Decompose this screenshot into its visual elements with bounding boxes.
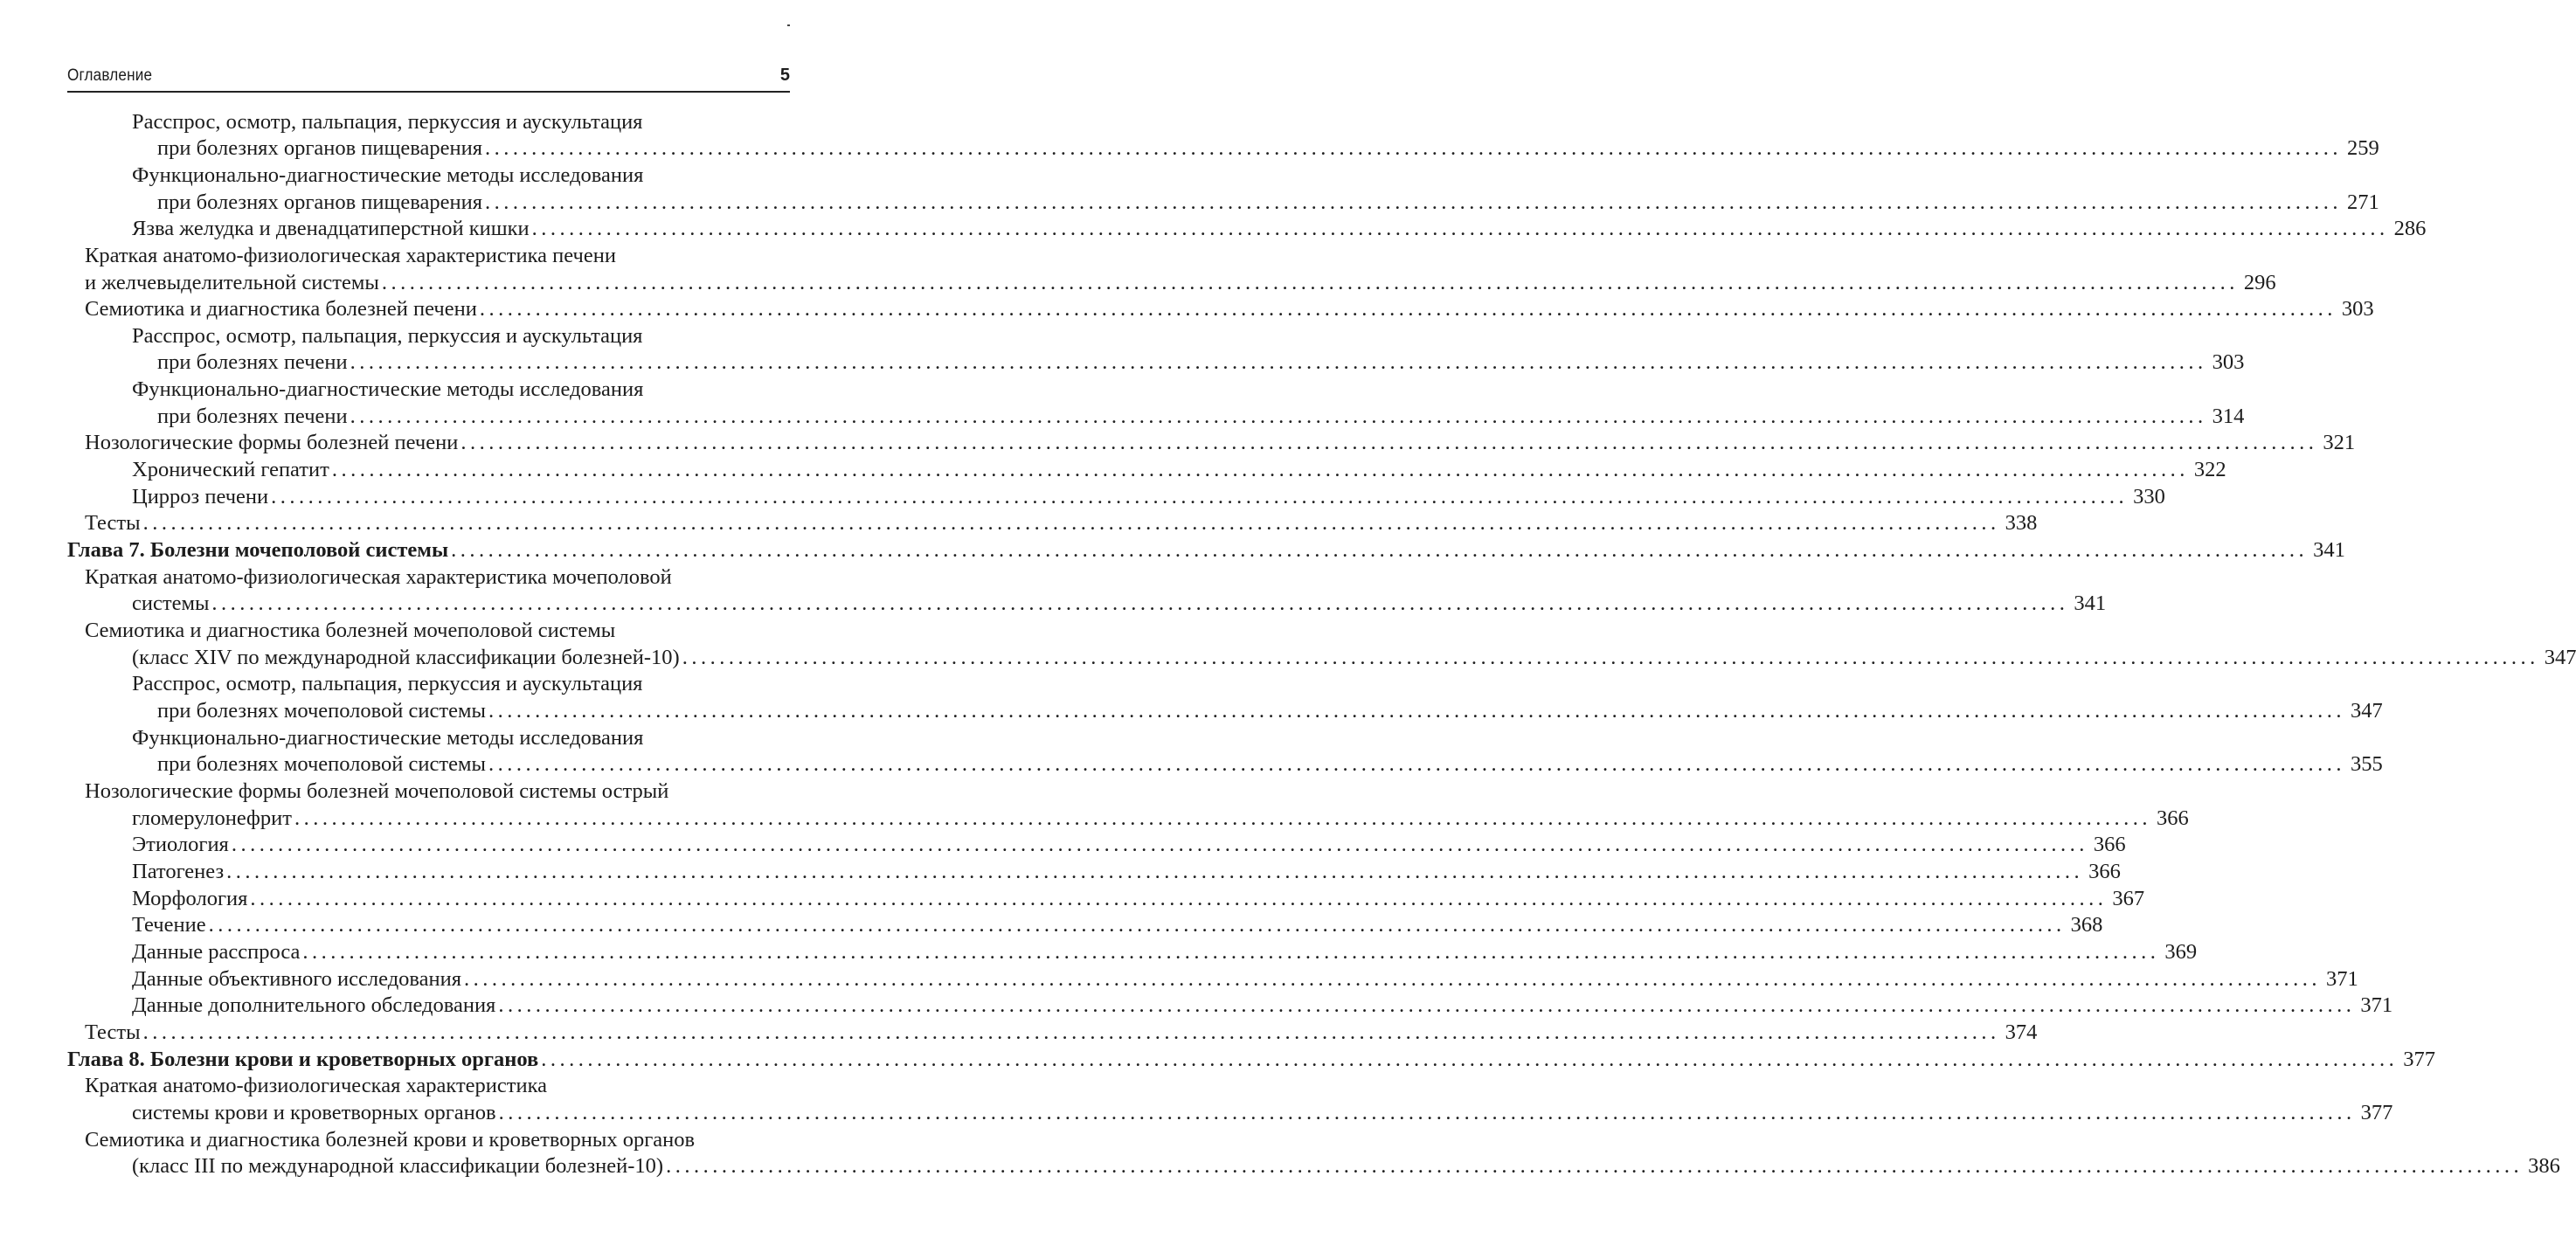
toc-entry-title: Расспрос, осмотр, пальпация, перкуссия и аускультация xyxy=(132,324,643,348)
toc-entry xyxy=(132,806,2189,832)
toc-entry-title: (класс III по международной классификации болезней-10) xyxy=(132,1154,664,1178)
toc-entry-page: 368 xyxy=(2070,913,2103,937)
toc-entry-title: Этиология xyxy=(132,833,229,856)
toc-entry xyxy=(132,939,2198,965)
toc-dot-leader: ........................................................................................................................................................................................................ xyxy=(231,833,2088,856)
toc-entry xyxy=(132,163,643,189)
toc-entry xyxy=(85,778,668,805)
toc-entry-page: 371 xyxy=(2326,967,2358,991)
toc-dot-leader: ........................................................................................................................................................................................................ xyxy=(302,940,2160,964)
toc-entry xyxy=(132,377,643,403)
toc-entry-title: Патогенез xyxy=(132,860,225,883)
toc-entry-title: Семиотика и диагностика болезней печени xyxy=(85,297,477,321)
toc-entry-page: 321 xyxy=(2323,431,2356,454)
toc-entry-page: 366 xyxy=(2088,860,2121,883)
toc-entry-title: Семиотика и диагностика болезней крови и кроветворных органов xyxy=(85,1128,696,1152)
toc-entry-title: Данные дополнительного обследования xyxy=(132,993,496,1017)
toc-entry-title: при болезнях органов пищеварения xyxy=(157,190,482,214)
toc-entry xyxy=(157,190,2379,216)
toc-dot-leader: ........................................................................................................................................................................................................ xyxy=(331,458,2189,481)
toc-dot-leader: ........................................................................................................................................................................................................ xyxy=(250,887,2108,910)
toc-chapter-entry xyxy=(67,537,2345,564)
toc-entry-page: 369 xyxy=(2164,940,2198,964)
toc-entry xyxy=(132,216,2427,242)
toc-entry-title: Тесты xyxy=(85,1020,141,1044)
toc-entry-title: и желчевыделительной системы xyxy=(85,271,379,294)
toc-entry-page: 347 xyxy=(2350,699,2383,723)
toc-entry-title: при болезнях органов пищеварения xyxy=(157,136,482,160)
toc-entry-title: Краткая анатомо-физиологическая характеристика мочеполовой xyxy=(85,565,672,589)
toc-entry-title: Расспрос, осмотр, пальпация, перкуссия и аускультация xyxy=(132,110,643,134)
toc-entry-page: 341 xyxy=(2313,538,2345,562)
toc-entry-title: при болезнях мочеполовой системы xyxy=(157,699,486,723)
toc-dot-leader: ........................................................................................................................................................................................................ xyxy=(498,993,2356,1017)
toc-entry-page: 296 xyxy=(2243,271,2276,294)
toc-entry xyxy=(157,349,2245,376)
toc-entry xyxy=(132,832,2126,858)
toc-entry xyxy=(85,243,616,269)
toc-dot-leader: ........................................................................................................................................................................................................ xyxy=(211,591,2069,615)
toc-entry-page: 377 xyxy=(2360,1101,2393,1124)
toc-entry-title: Цирроз печени xyxy=(132,485,269,508)
toc-entry-title: Нозологические формы болезней мочеполовой системы острый xyxy=(85,779,669,803)
toc-dot-leader: ........................................................................................................................................................................................................ xyxy=(485,136,2342,160)
toc-dot-leader: ........................................................................................................................................................................................................ xyxy=(479,297,2337,321)
toc-entry xyxy=(85,510,2038,536)
toc-entry xyxy=(85,1020,2038,1046)
toc-entry xyxy=(132,912,2103,938)
toc-dot-leader: ........................................................................................................................................................................................................ xyxy=(142,1020,2000,1044)
toc-entry-title: Течение xyxy=(132,913,206,937)
toc-entry-title: Функционально-диагностические методы исследования xyxy=(132,726,644,750)
running-header-title: Оглавление xyxy=(67,66,153,85)
toc-entry-page: 386 xyxy=(2528,1154,2560,1178)
toc-entry-title: Данные расспроса xyxy=(132,940,301,964)
toc-entry-page: 303 xyxy=(2212,350,2245,374)
toc-entry-title: Хронический гепатит xyxy=(132,458,329,481)
toc-dot-leader: ........................................................................................................................................................................................................ xyxy=(541,1048,2399,1071)
toc-entry-title: Данные объективного исследования xyxy=(132,967,462,991)
toc-entry xyxy=(132,109,642,135)
toc-entry xyxy=(85,564,672,591)
toc-entry-title: Функционально-диагностические методы исследования xyxy=(132,163,644,187)
toc-entry xyxy=(157,751,2383,778)
toc-chapter-entry xyxy=(67,1047,2436,1073)
toc-dot-leader: ........................................................................................................................................................................................................ xyxy=(350,405,2207,428)
toc-entry xyxy=(132,591,2107,617)
toc-entry-page: 377 xyxy=(2403,1048,2436,1071)
toc-entry xyxy=(157,698,2383,724)
toc-entry-title: системы xyxy=(132,591,210,615)
running-header-page-number: 5 xyxy=(779,66,790,85)
toc-entry xyxy=(157,135,2379,162)
toc-entry xyxy=(132,1100,2393,1126)
toc-entry-title: при болезнях мочеполовой системы xyxy=(157,752,486,776)
toc-entry-title: Тесты xyxy=(85,511,141,535)
toc-dot-leader: ........................................................................................................................................................................................................ xyxy=(381,271,2239,294)
toc-entry-page: 330 xyxy=(2133,485,2165,508)
toc-entry-title: Краткая анатомо-физиологическая характеристика xyxy=(85,1074,548,1097)
toc-dot-leader: ........................................................................................................................................................................................................ xyxy=(531,217,2389,240)
toc-dot-leader: ........................................................................................................................................................................................................ xyxy=(460,431,2318,454)
toc-entry-title: Нозологические формы болезней печени xyxy=(85,431,459,454)
toc-entry-title: Семиотика и диагностика болезней мочеполовой системы xyxy=(85,619,616,642)
toc-dot-leader: ........................................................................................................................................................................................................ xyxy=(294,806,2151,830)
toc-entry-title: системы крови и кроветворных органов xyxy=(132,1101,496,1124)
toc-entry xyxy=(132,1153,2560,1179)
toc-entry-page: 271 xyxy=(2347,190,2379,214)
toc-dot-leader: ........................................................................................................................................................................................................ xyxy=(682,646,2539,669)
toc-entry-title: Язва желудка и двенадцатиперстной кишки xyxy=(132,217,530,240)
toc-dot-leader: ........................................................................................................................................................................................................ xyxy=(666,1154,2524,1178)
toc-entry-title: Функционально-диагностические методы исследования xyxy=(132,377,644,401)
toc-dot-leader: ........................................................................................................................................................................................................ xyxy=(208,913,2066,937)
toc-entry-page: 366 xyxy=(2157,806,2189,830)
toc-dot-leader: ........................................................................................................................................................................................................ xyxy=(271,485,2129,508)
toc-entry-title: при болезнях печени xyxy=(157,350,348,374)
toc-entry xyxy=(132,886,2145,912)
toc-entry xyxy=(132,457,2226,483)
toc-entry xyxy=(85,1127,695,1153)
toc-entry-title: (класс XIV по международной классификации болезней-10) xyxy=(132,646,680,669)
toc-entry-page: 355 xyxy=(2350,752,2383,776)
toc-entry xyxy=(132,484,2165,510)
toc-entry-title: Глава 8. Болезни крови и кроветворных органов xyxy=(67,1048,539,1071)
toc-entry-page: 367 xyxy=(2112,887,2145,910)
toc-entry-title: Морфология xyxy=(132,887,248,910)
toc-entry xyxy=(132,993,2393,1019)
toc-entry xyxy=(85,1073,547,1099)
toc-entry-page: 322 xyxy=(2193,458,2226,481)
toc-entry xyxy=(132,323,642,349)
toc-entry-page: 314 xyxy=(2212,405,2245,428)
toc-entry-page: 338 xyxy=(2005,511,2038,535)
toc-dot-leader: ........................................................................................................................................................................................................ xyxy=(498,1101,2356,1124)
toc-entry xyxy=(132,859,2121,885)
toc-entry xyxy=(132,966,2358,993)
toc-entry-title: Глава 7. Болезни мочеполовой системы xyxy=(67,538,449,562)
toc-entry xyxy=(85,296,2374,322)
toc-dot-leader: ........................................................................................................................................................................................................ xyxy=(350,350,2207,374)
toc-entry xyxy=(85,618,615,644)
toc-dot-leader: ........................................................................................................................................................................................................ xyxy=(142,511,2000,535)
toc-entry-page: 341 xyxy=(2074,591,2107,615)
toc-entry-page: 259 xyxy=(2347,136,2379,160)
toc-dot-leader: ........................................................................................................................................................................................................ xyxy=(464,967,2322,991)
toc-entry xyxy=(132,671,642,697)
toc-entry-title: Краткая анатомо-физиологическая характеристика печени xyxy=(85,244,616,267)
toc-entry-page: 286 xyxy=(2393,217,2427,240)
toc-dot-leader: ........................................................................................................................................................................................................ xyxy=(488,752,2345,776)
toc-entry-title: при болезнях печени xyxy=(157,405,348,428)
toc-entry-page: 347 xyxy=(2544,646,2576,669)
toc-entry-page: 366 xyxy=(2093,833,2126,856)
toc-entry xyxy=(157,404,2245,430)
toc-entry xyxy=(132,645,2576,671)
toc-entry xyxy=(132,725,643,751)
toc-entry xyxy=(85,430,2356,456)
toc-entry-title: Расспрос, осмотр, пальпация, перкуссия и аускультация xyxy=(132,672,643,695)
toc-dot-leader: ........................................................................................................................................................................................................ xyxy=(488,699,2345,723)
toc-entry-title: гломерулонефрит xyxy=(132,806,292,830)
toc-entry xyxy=(85,270,2276,296)
toc-entry-page: 371 xyxy=(2360,993,2393,1017)
toc-entry-page: 303 xyxy=(2341,297,2374,321)
toc-dot-leader: ........................................................................................................................................................................................................ xyxy=(451,538,2309,562)
toc-entry-page: 374 xyxy=(2005,1020,2038,1044)
toc-dot-leader: ........................................................................................................................................................................................................ xyxy=(485,190,2342,214)
toc-dot-leader: ........................................................................................................................................................................................................ xyxy=(226,860,2084,883)
